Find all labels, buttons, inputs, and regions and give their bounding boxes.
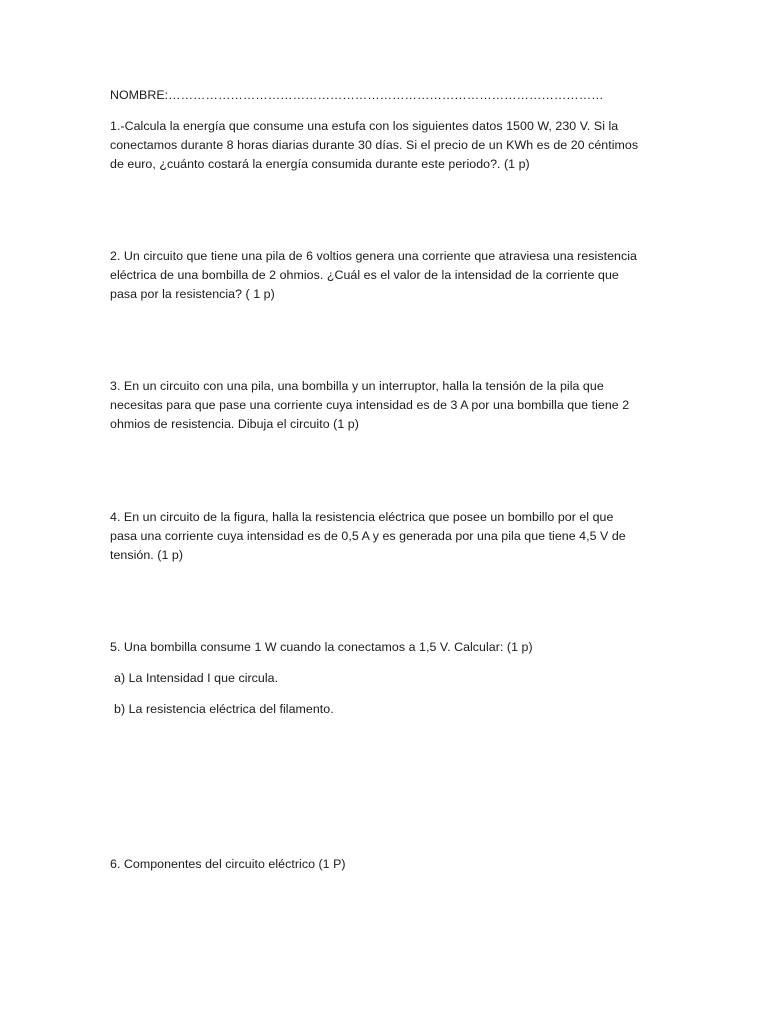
name-field-line: NOMBRE:…………………………………………………………………………………………… — [110, 88, 604, 102]
question-4-line-1: 4. En un circuito de la figura, halla la resistencia eléctrica que posee un bombillo por el que — [110, 510, 614, 524]
question-6-line-1: 6. Componentes del circuito eléctrico (1 P) — [110, 857, 346, 871]
question-2-line-2: eléctrica de una bombilla de 2 ohmios. ¿Cuál es el valor de la intensidad de la corriente que — [110, 268, 619, 282]
question-5-item-b: b) La resistencia eléctrica del filamento. — [114, 702, 334, 716]
question-5-line-1: 5. Una bombilla consume 1 W cuando la conectamos a 1,5 V. Calcular: (1 p) — [110, 640, 533, 654]
question-3-line-3: ohmios de resistencia. Dibuja el circuito (1 p) — [110, 417, 359, 431]
question-2-line-1: 2. Un circuito que tiene una pila de 6 voltios genera una corriente que atraviesa una resistencia — [110, 249, 637, 263]
question-3-line-2: necesitas para que pase una corriente cuya intensidad es de 3 A por una bombilla que tiene 2 — [110, 398, 630, 412]
question-2-line-3: pasa por la resistencia? ( 1 p) — [110, 287, 275, 301]
question-4-line-3: tensión. (1 p) — [110, 548, 184, 562]
question-1-line-3: de euro, ¿cuánto costará la energía consumida durante este periodo?. (1 p) — [110, 157, 530, 171]
question-3-line-1: 3. En un circuito con una pila, una bombilla y un interruptor, halla la tensión de la pila que — [110, 379, 604, 393]
question-1-line-1: 1.-Calcula la energía que consume una estufa con los siguientes datos 1500 W, 230 V. Si la — [110, 119, 619, 133]
question-4-line-2: pasa una corriente cuya intensidad es de 0,5 A y es generada por una pila que tiene 4,5 V de — [110, 529, 626, 543]
question-1-line-2: conectamos durante 8 horas diarias durante 30 días. Si el precio de un KWh es de 20 céntimos — [110, 138, 639, 152]
question-5-item-a: a) La Intensidad I que circula. — [114, 671, 279, 685]
